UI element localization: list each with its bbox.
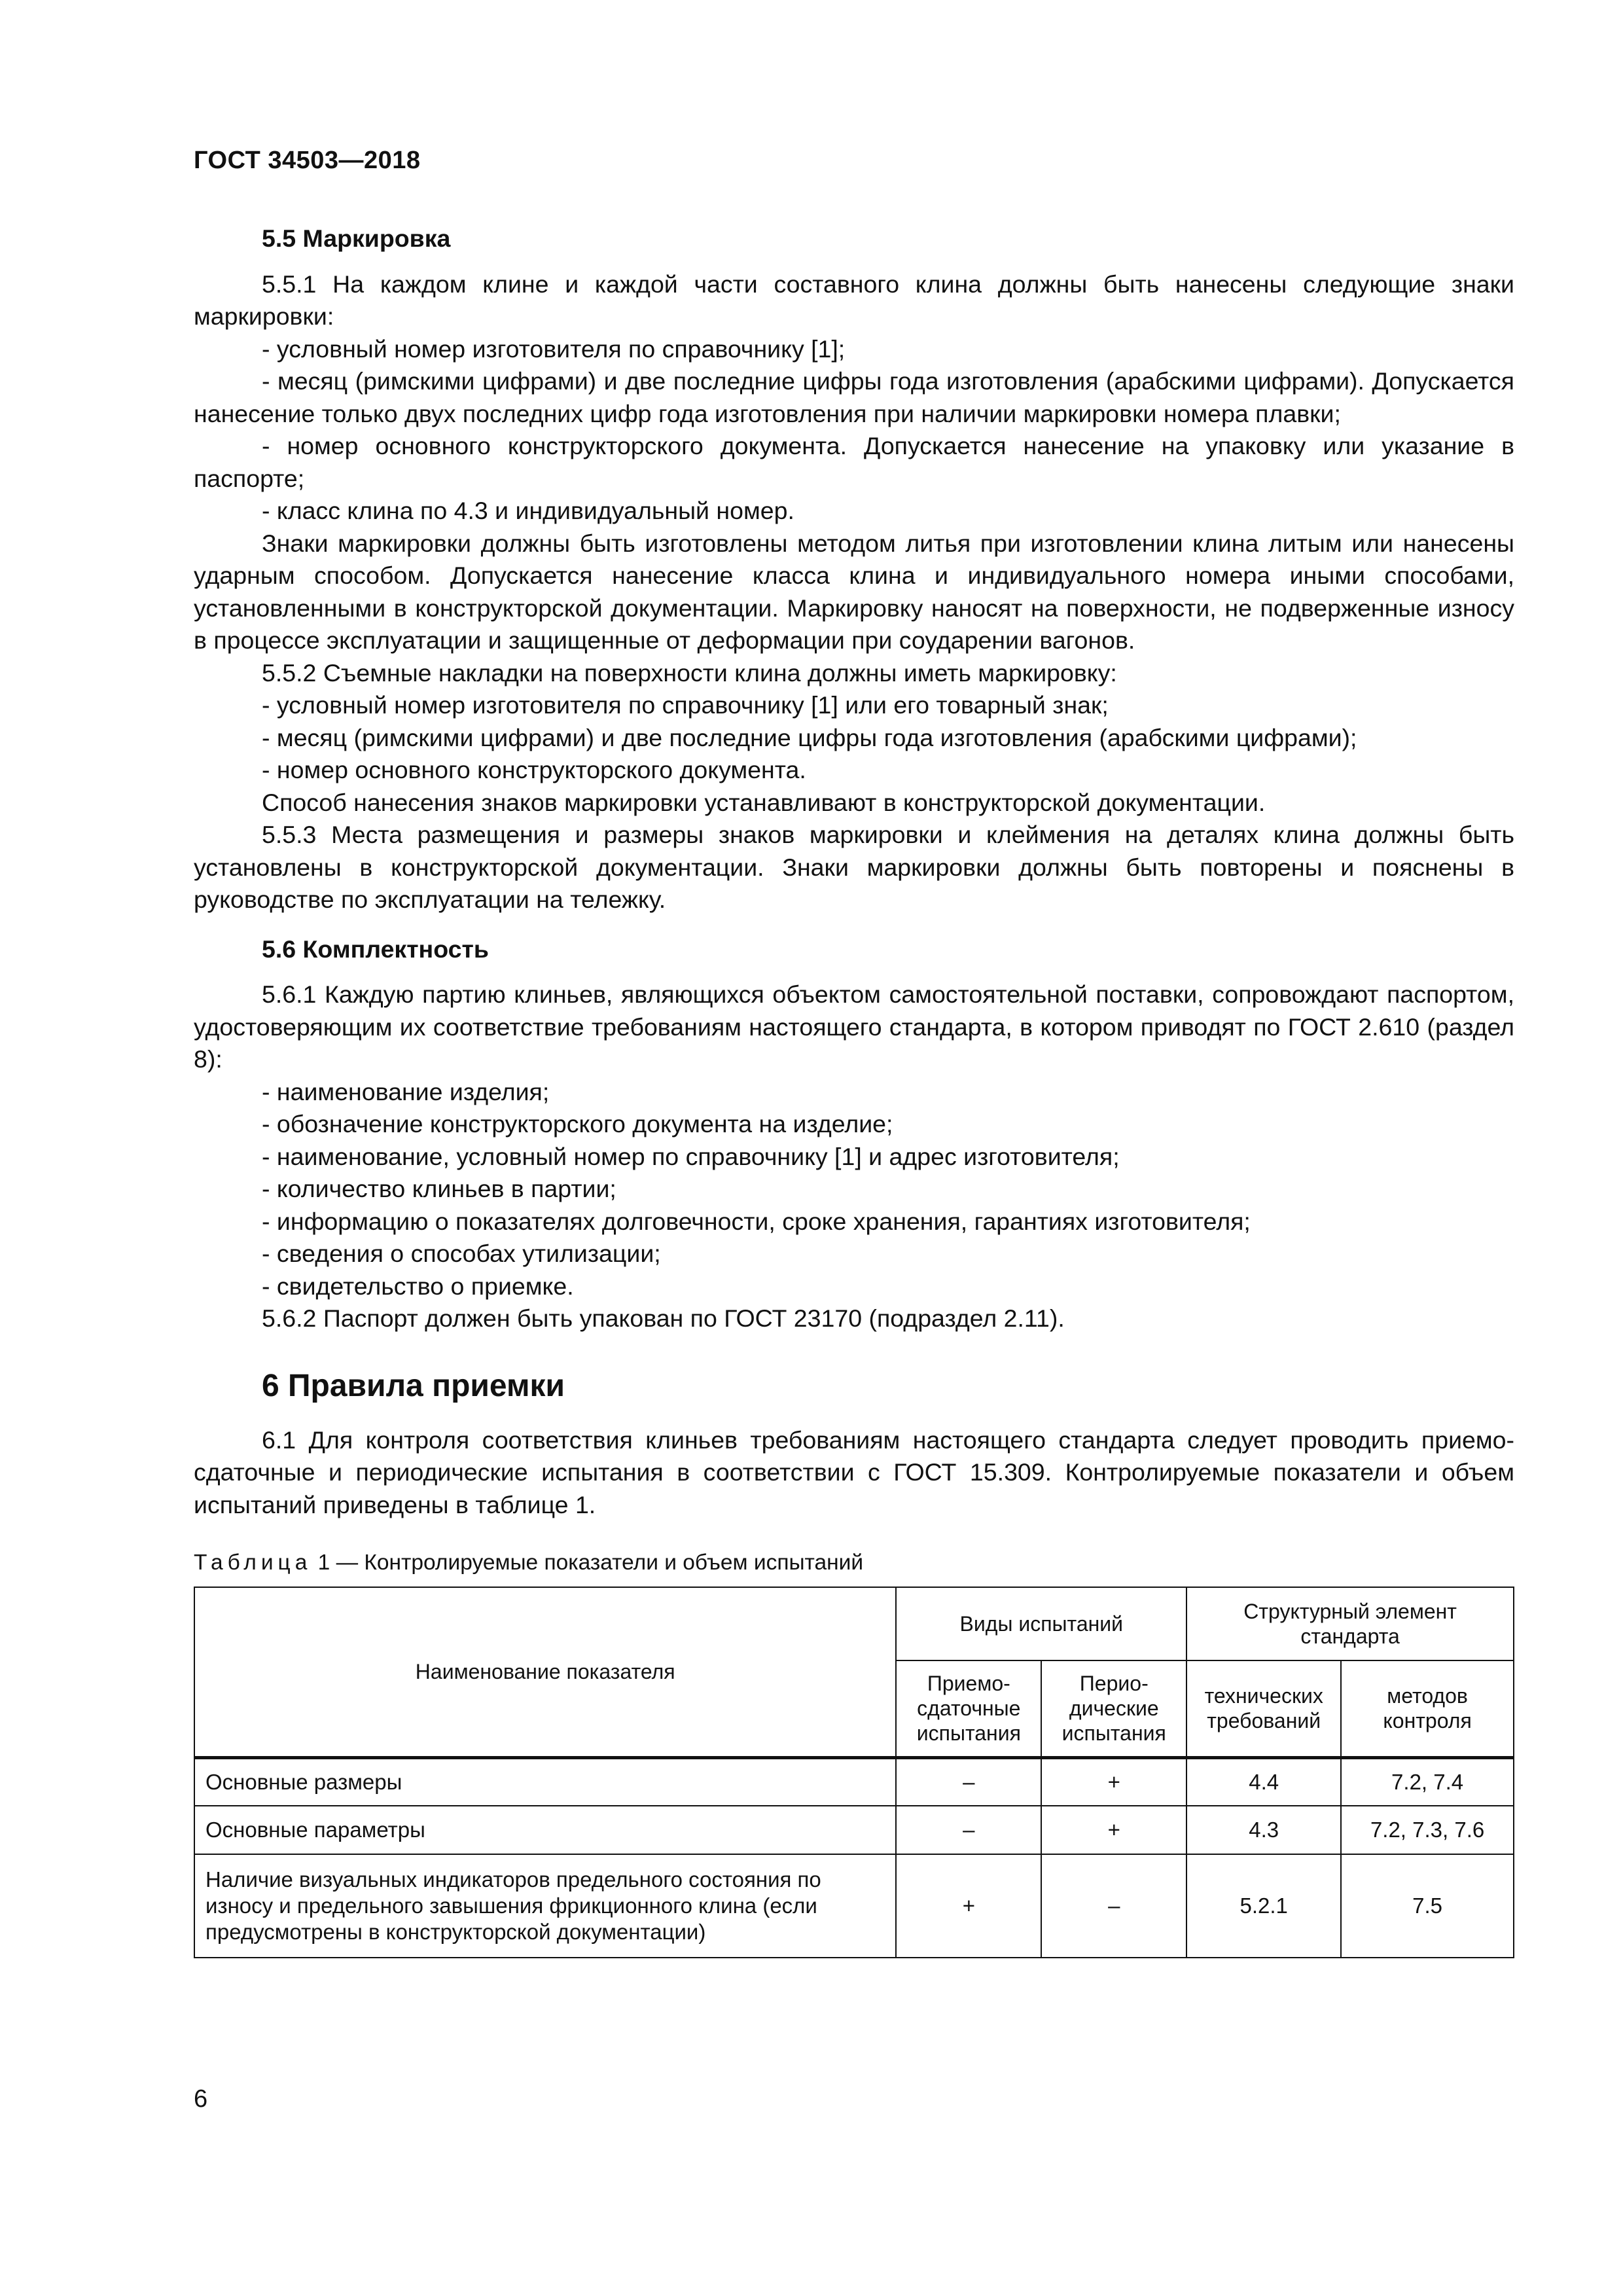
paragraph-5-5-2: 5.5.2 Съемные накладки на поверхности клина должны иметь маркировку: [262,658,1117,687]
list-item: - информацию о показателях долговечности, сроке хранения, гарантиях изготовителя; [262,1207,1251,1235]
paragraph-marking-methods: Знаки маркировки должны быть изготовлены методом литья при изготовлении клина литым или нанесены ударным способом. Допускается нанесение класса клина и индивидуального номера иными способами, установленными в конструкторской документации. Маркировку наносят на поверхности, не подверженные износу в процессе эксплуатации и защищенные от деформации при соударении вагонов. [194,529,1514,654]
cell-accept: – [896,1757,1041,1806]
list-item: - месяц (римскими цифрами) и две последние цифры года изготовления (арабскими цифрами). Допускается нанесение только двух последних цифр года изготовления при наличии маркировки номера плавки; [194,367,1514,427]
table-caption [194,1549,1514,1577]
list-item: - номер основного конструкторского документа. Допускается нанесение на упаковку или указание в паспорте; [194,432,1514,492]
document-body [194,223,1514,1958]
list-item: - номер основного конструкторского документа. [262,756,806,783]
table-row [194,1757,1514,1806]
document-header: ГОСТ 34503—2018 [194,147,421,174]
paragraph-5-5-1: 5.5.1 На каждом клине и каждой части составного клина должны быть нанесены следующие знаки маркировки: [194,270,1514,330]
cell-periodic: + [1041,1757,1186,1806]
list-item: - количество клиньев в партии; [262,1175,616,1202]
list-item: - условный номер изготовителя по справочнику [1]; [262,334,846,363]
list-item: - месяц (римскими цифрами) и две последние цифры года изготовления (арабскими цифрами); [262,723,1357,751]
header-cell-methods: методов контроля [1341,1660,1514,1757]
list-item: - сведения о способах утилизации; [262,1240,661,1267]
section-6-title: 6 Правила приемки [262,1368,565,1403]
paragraph-5-5-3: 5.5.3 Места размещения и размеры знаков маркировки и клеймения на деталях клина должны быть установлены в конструкторской документации. Знаки маркировки должны быть повторены и пояснены в руководстве по эксплуатации на тележку. [194,821,1514,913]
header-cell-struct: Структурный элемент стандарта [1186,1587,1514,1660]
table-row [194,1854,1514,1958]
cell-accept: + [896,1854,1041,1958]
cell-periodic: – [1041,1854,1186,1958]
list-item: - обозначение конструкторского документа на изделие; [262,1110,893,1138]
header-cell-accept: Приемо-сдаточные испытания [896,1660,1041,1757]
cell-tech: 5.2.1 [1186,1854,1341,1958]
cell-name: Основные размеры [194,1757,896,1806]
header-cell-tech: технических требований [1186,1660,1341,1757]
cell-accept: – [896,1806,1041,1854]
cell-tech: 4.3 [1186,1806,1341,1854]
cell-tech: 4.4 [1186,1757,1341,1806]
cell-name: Наличие визуальных индикаторов предельного состояния по износу и предельного завышения фрикционного клина (если предусмотрены в конструкторской документации) [194,1854,896,1958]
section-5-6-title: 5.6 Комплектность [262,935,489,963]
cell-methods: 7.2, 7.4 [1341,1757,1514,1806]
paragraph-marking-method: Способ нанесения знаков маркировки устанавливают в конструкторской документации. [262,788,1266,816]
header-cell-tests: Виды испытаний [896,1587,1186,1660]
table-row [194,1806,1514,1854]
cell-name: Основные параметры [194,1806,896,1854]
cell-methods: 7.2, 7.3, 7.6 [1341,1806,1514,1854]
list-item: - наименование изделия; [262,1077,550,1105]
list-item: - условный номер изготовителя по справочнику [1] или его товарный знак; [262,691,1109,719]
header-cell-periodic: Перио-дические испытания [1041,1660,1186,1757]
page-number: 6 [194,2085,208,2113]
table-caption-label: Таблица [194,1551,312,1575]
list-item: - свидетельство о приемке. [262,1272,574,1300]
list-item: - наименование, условный номер по справочнику [1] и адрес изготовителя; [262,1142,1120,1170]
cell-methods: 7.5 [1341,1854,1514,1958]
table-caption-text: 1 — Контролируемые показатели и объем испытаний [312,1551,864,1575]
table-indicators [194,1587,1514,1958]
paragraph-6-1: 6.1 Для контроля соответствия клиньев требованиям настоящего стандарта следует проводить приемо-сдаточные и периодические испытания в соответствии с ГОСТ 15.309. Контролируемые показатели и объем испытаний приведены в таблице 1. [194,1426,1514,1518]
section-5-5-title: 5.5 Маркировка [262,224,451,252]
cell-periodic: + [1041,1806,1186,1854]
list-item: - класс клина по 4.3 и индивидуальный номер. [262,497,794,524]
header-cell-name: Наименование показателя [194,1587,896,1757]
paragraph-5-6-1: 5.6.1 Каждую партию клиньев, являющихся объектом самостоятельной поставки, сопровождают паспортом, удостоверяющим их соответствие требованиям настоящего стандарта, в котором приводят по ГОСТ 2.610 (раздел 8): [194,980,1514,1073]
paragraph-5-6-2: 5.6.2 Паспорт должен быть упакован по ГОСТ 23170 (подраздел 2.11). [262,1304,1065,1332]
